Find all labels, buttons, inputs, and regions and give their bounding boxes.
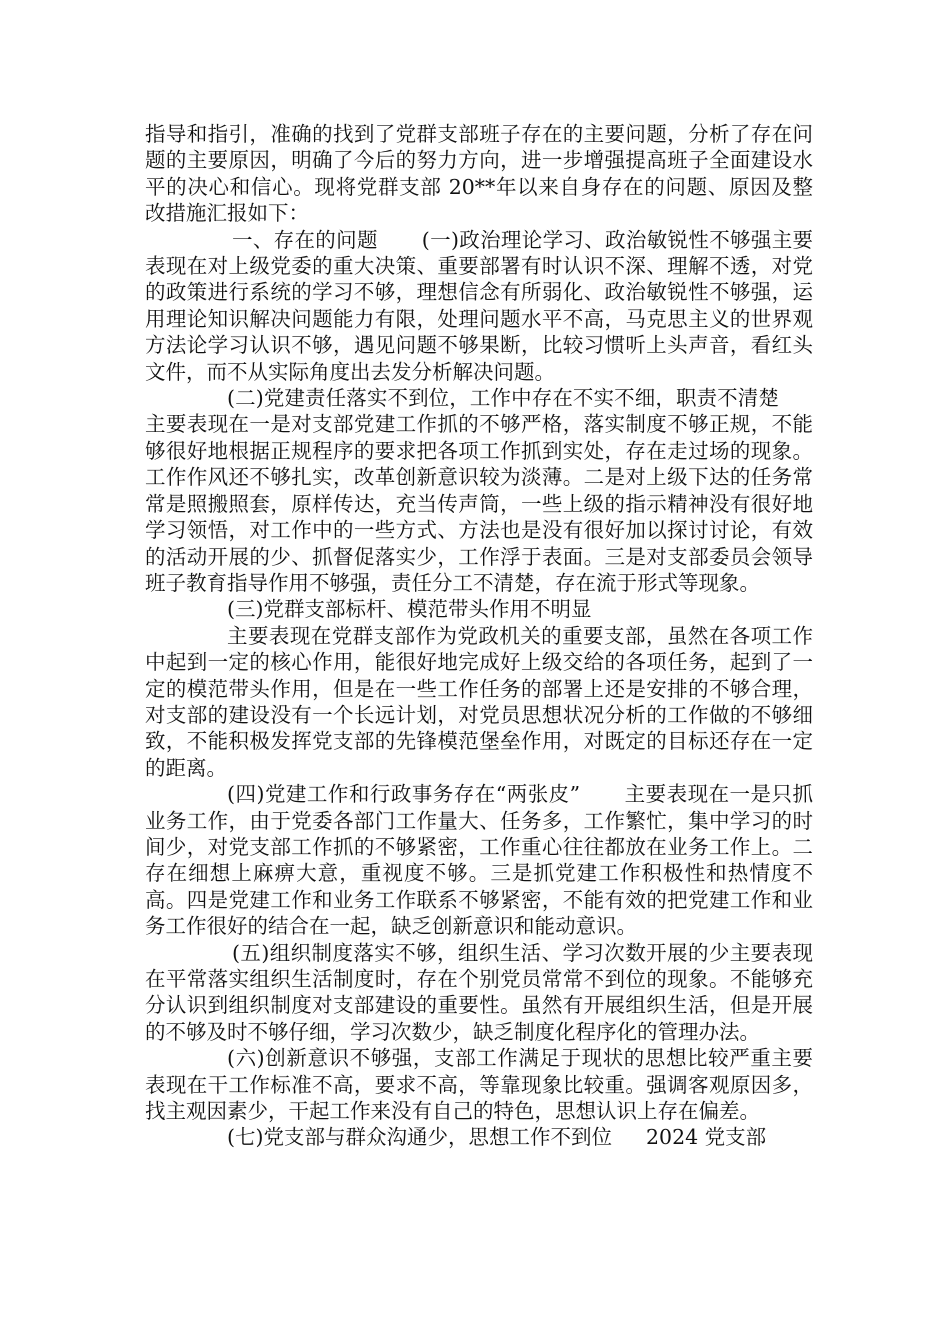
issue-7-heading: (七)党支部与群众沟通少，思想工作不到位	[227, 1125, 612, 1150]
issue-3-body-paragraph	[145, 623, 813, 781]
issue-2-heading: (二)党建责任落实不到位，工作中存在不实不细，职责不清楚	[227, 386, 779, 411]
issue-3-heading-paragraph	[145, 596, 813, 622]
issue-4-body: 主要表现在一是只抓业务工作，由于党委各部门工作量大、任务多，工作繁忙，集中学习的时间少，对党支部工作抓的不够紧密，工作重心往往都放在业务工作上。二存在细想上麻痹大意，重视度不够。三是抓党建工作积极性和热情度不高。四是党建工作和业务工作联系不够紧密，不能有效的把党建工作和业务工作很好的结合在一起，缺乏创新意识和能动意识。	[145, 782, 813, 939]
issue-3-heading: (三)党群支部标杆、模范带头作用不明显	[227, 597, 592, 622]
issue-1-body: 主要表现在对上级党委的重大决策、重要部署有时认识不深、理解不透，对党的政策进行系统的学习不够，理想信念有所弱化、政治敏锐性不够强，运用理论知识解决问题能力有限，处理问题水平不高，马克思主义的世界观方法论学习认识不够，遇见问题不够果断，比较习惯听上头声音，看红头文件，而不从实际角度出去发分析解决问题。	[145, 227, 814, 384]
document-body	[145, 121, 813, 1151]
issue-6-heading: (六)创新意识不够强，支部工作满足于现状的思想比较严重	[227, 1046, 772, 1071]
section-one-paragraph	[145, 227, 813, 385]
issue-7-tail: 2024 党支部	[646, 1125, 767, 1150]
intro-text: 指导和指引，准确的找到了党群支部班子存在的主要问题，分析了存在问题的主要原因，明确了今后的努力方向，进一步增强提高班子全面建设水平的决心和信心。现将党群支部 20**年以来自身存在的问题、原因及整改措施汇报如下：	[145, 122, 813, 226]
issue-5-heading: (五)组织制度落实不够，组织生活、学习次数开展的少	[232, 940, 730, 965]
issue-6-paragraph	[145, 1045, 813, 1124]
issue-2-body: 主要表现在一是对支部党建工作抓的不够严格，落实制度不够正规，不能够很好地根据正规程序的要求把各项工作抓到实处，存在走过场的现象。工作作风还不够扎实，改革创新意识较为淡薄。二是对上级下达的任务常常是照搬照套，原样传达，充当传声筒，一些上级的指示精神没有很好地学习领悟，对工作中的一些方式、方法也是没有很好加以探讨讨论，有效的活动开展的少、抓督促落实少，工作浮于表面。三是对支部委员会领导班子教育指导作用不够强，责任分工不清楚，存在流于形式等现象。	[145, 412, 813, 595]
issue-6-body: 主要表现在干工作标准不高，要求不高，等靠现象比较重。强调客观原因多，找主观因素少，干起工作来没有自己的特色，思想认识上存在偏差。	[145, 1046, 813, 1124]
issue-4-paragraph	[145, 781, 813, 939]
issue-1-heading: (一)政治理论学习、政治敏锐性不够强	[421, 227, 772, 252]
section-one-heading: 一、存在的问题	[232, 227, 378, 252]
issue-2-paragraph	[145, 385, 813, 596]
issue-5-body: 主要表现在平常落实组织生活制度时，存在个别党员常常不到位的现象。不能够充分认识到组织制度对支部建设的重要性。虽然有开展组织生活，但是开展的不够及时不够仔细，学习次数少，缺乏制度化程序化的管理办法。	[145, 940, 813, 1044]
issue-3-body: 主要表现在党群支部作为党政机关的重要支部，虽然在各项工作中起到一定的核心作用，能很好地完成好上级交给的各项任务，起到了一定的模范带头作用，但是在一些工作任务的部署上还是安排的不够合理，对支部的建设没有一个长远计划，对党员思想状况分析的工作做的不够细致，不能积极发挥党支部的先锋模范堡垒作用，对既定的目标还存在一定的距离。	[145, 623, 813, 780]
issue-7-paragraph	[145, 1124, 813, 1150]
issue-4-heading: (四)党建工作和行政事务存在“两张皮”	[227, 782, 581, 807]
issue-5-paragraph	[145, 940, 813, 1046]
intro-paragraph	[145, 121, 813, 227]
